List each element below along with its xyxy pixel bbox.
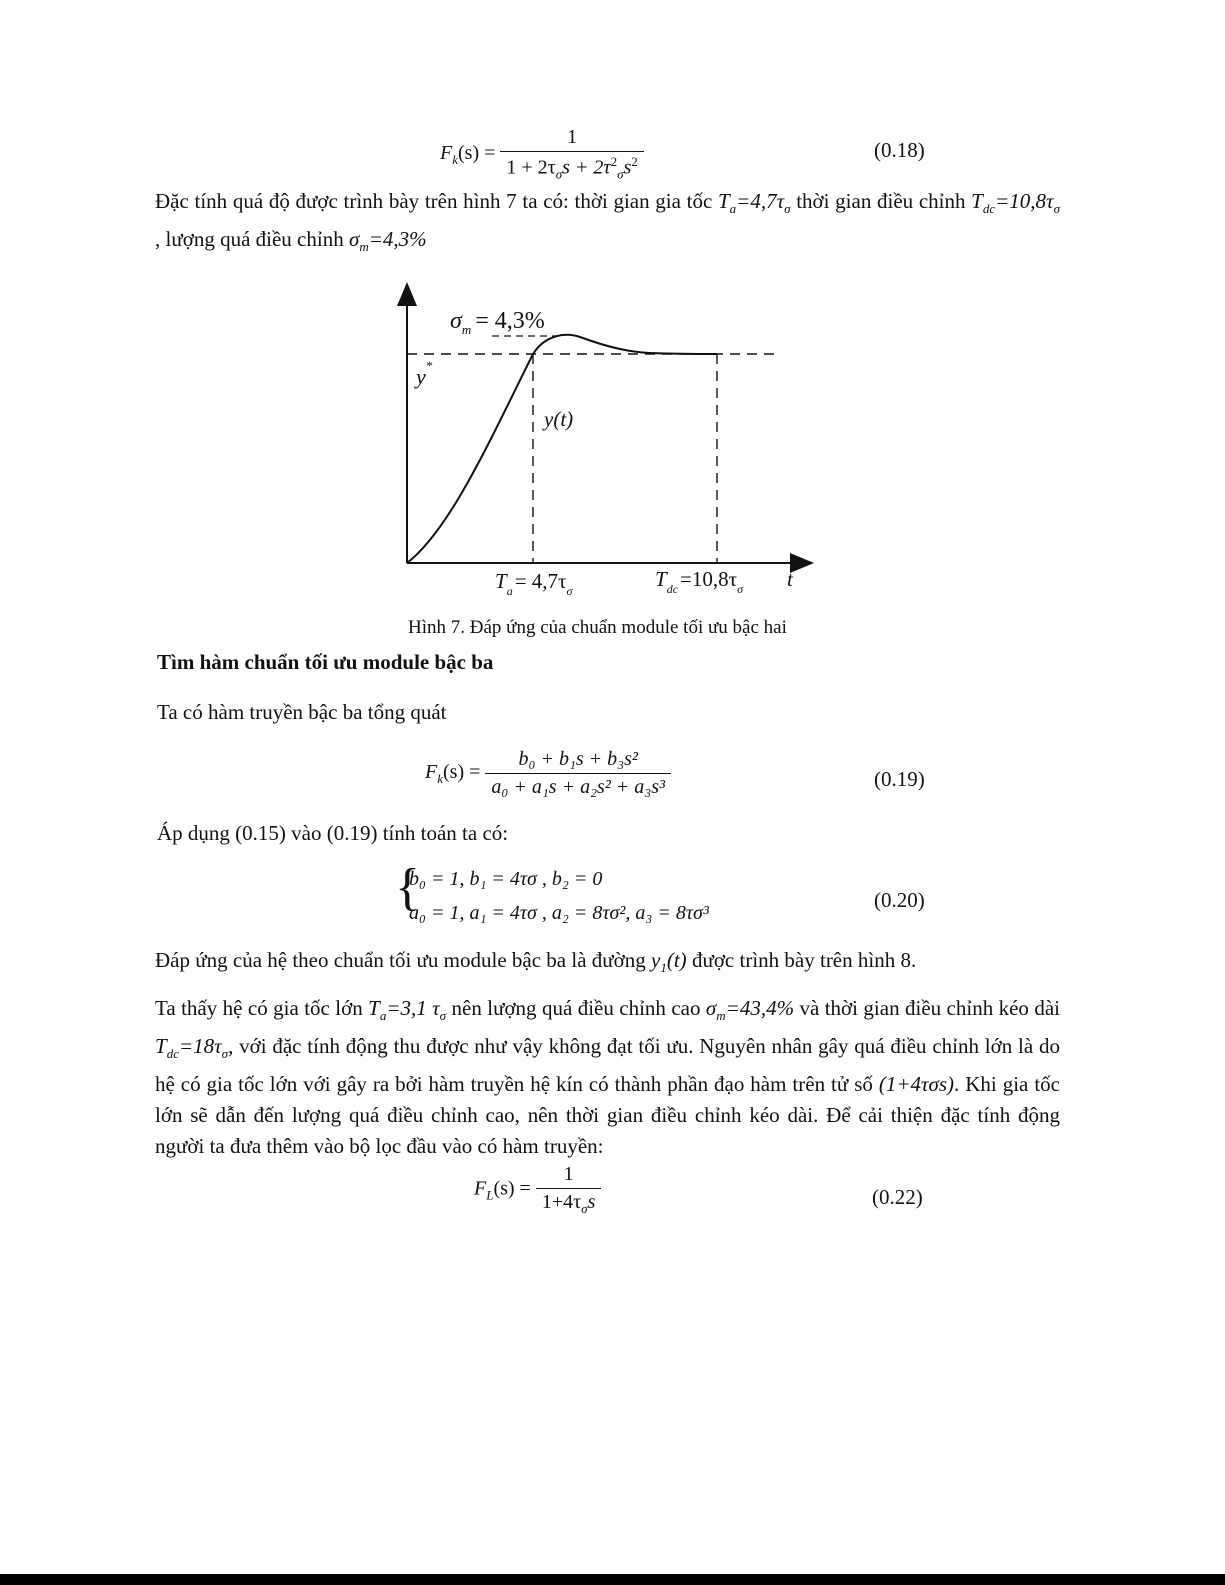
equation-0-19: $F_k(s)$ = $\frac{\text{b₀ + b₁s + b₃s²}}{\text{a₀ + a₁s + a₂s² + a₃s³}}$ bbox=[425, 748, 671, 799]
equation-number-0-20: (0.20) bbox=[874, 888, 925, 912]
response-curve bbox=[407, 335, 717, 563]
svg-text:Tdc=10,8τσ bbox=[655, 567, 744, 596]
y-star-label: y bbox=[416, 364, 426, 389]
paragraph-transient-characteristics: Đặc tính quá độ được trình bày trên hình 7 ta có: thời gian gia tốc $T_a=4,7\tau_\sigma$ thời gian điều chỉnh $T_{dc}=10,8\tau_\sigma$ , lượng quá điều chỉnh $\sigma_m=4,3\%$ bbox=[155, 189, 1060, 255]
equation-brace: { bbox=[395, 859, 420, 916]
y-star-sup: * bbox=[425, 358, 433, 373]
equation-0-18: $F_k(s)$ = $\frac{1}{1 + 2\tau_\sigma s + 2\tau^2_\sigma s^2}$ bbox=[440, 126, 644, 183]
equation-number-0-22: (0.22) bbox=[872, 1185, 923, 1209]
equation-number-0-19: (0.19) bbox=[874, 767, 925, 791]
svg-text:Ta= 4,7τσ bbox=[495, 569, 573, 598]
equation-0-20-line-1: b₀ = 1, b₁ = 4τσ , b₂ = 0 bbox=[409, 868, 603, 890]
tdc-label: T bbox=[655, 567, 667, 591]
tdc-label-value-sub: σ bbox=[737, 582, 743, 596]
ta-label-value: = 4,7τ bbox=[514, 569, 567, 593]
ta-label-value-sub: σ bbox=[566, 584, 573, 598]
y-t-label: y(t) bbox=[544, 407, 574, 431]
page-bottom-border bbox=[0, 1574, 1225, 1585]
paragraph-general-transfer: Ta có hàm truyền bậc ba tổng quát bbox=[157, 700, 447, 724]
paragraph-third-order-response: Đáp ứng của hệ theo chuẩn tối ưu module bậc ba là đường $y_1(t)$ được trình bày trên hình 8. bbox=[155, 948, 917, 976]
tdc-label-sub: dc bbox=[666, 582, 679, 596]
equation-number-0-18: (0.18) bbox=[874, 138, 925, 162]
equation-0-22: $F_L(s)$ = $\frac{1}{1+4\tau_\sigma s}$ bbox=[474, 1163, 601, 1217]
paragraph-analysis: Ta thấy hệ có gia tốc lớn $T_a=3,1$ $\tau_\sigma$ nên lượng quá điều chỉnh cao $\sigma_m=43,4\%$ và thời gian điều chỉnh kéo dài $T_{dc}=18\tau_\sigma$, với đặc tính động thu được như vậy không đạt tối ưu. Nguyên nhân gây quá điều chỉnh lớn là do hệ có gia tốc lớn với gây ra bởi hàm truyền hệ kín có thành phần đạo hàm trên tử số (1+4τσs). Khi gia tốc lớn sẽ dẫn đến lượng quá điều chỉnh cao, nên thời gian điều chỉnh kéo dài. Để cải thiện đặc tính động người ta đưa thêm vào bộ lọc đầu vào có hàm truyền: bbox=[155, 996, 1061, 1159]
ta-label: T bbox=[495, 569, 507, 593]
sigma-value: = 4,3% bbox=[475, 308, 545, 334]
t-axis-label: t bbox=[787, 567, 793, 591]
sigma-label: σ bbox=[450, 308, 462, 334]
figure-7-step-response bbox=[380, 280, 840, 610]
svg-text:y* bbox=[414, 358, 433, 389]
tdc-label-value: =10,8τ bbox=[680, 567, 738, 591]
paragraph-apply: Áp dụng (0.15) vào (0.19) tính toán ta có: bbox=[157, 821, 509, 845]
figure-7-caption: Hình 7. Đáp ứng của chuẩn module tối ưu bậc hai bbox=[408, 617, 787, 638]
section-heading: Tìm hàm chuẩn tối ưu module bậc ba bbox=[157, 650, 494, 674]
svg-text:σm= 4,3% bbox=[450, 308, 545, 337]
equation-0-20-line-2: a₀ = 1, a₁ = 4τσ , a₂ = 8τσ², a₃ = 8τσ³ bbox=[409, 902, 709, 924]
ta-label-sub: a bbox=[506, 584, 513, 598]
sigma-sub: m bbox=[461, 322, 472, 337]
